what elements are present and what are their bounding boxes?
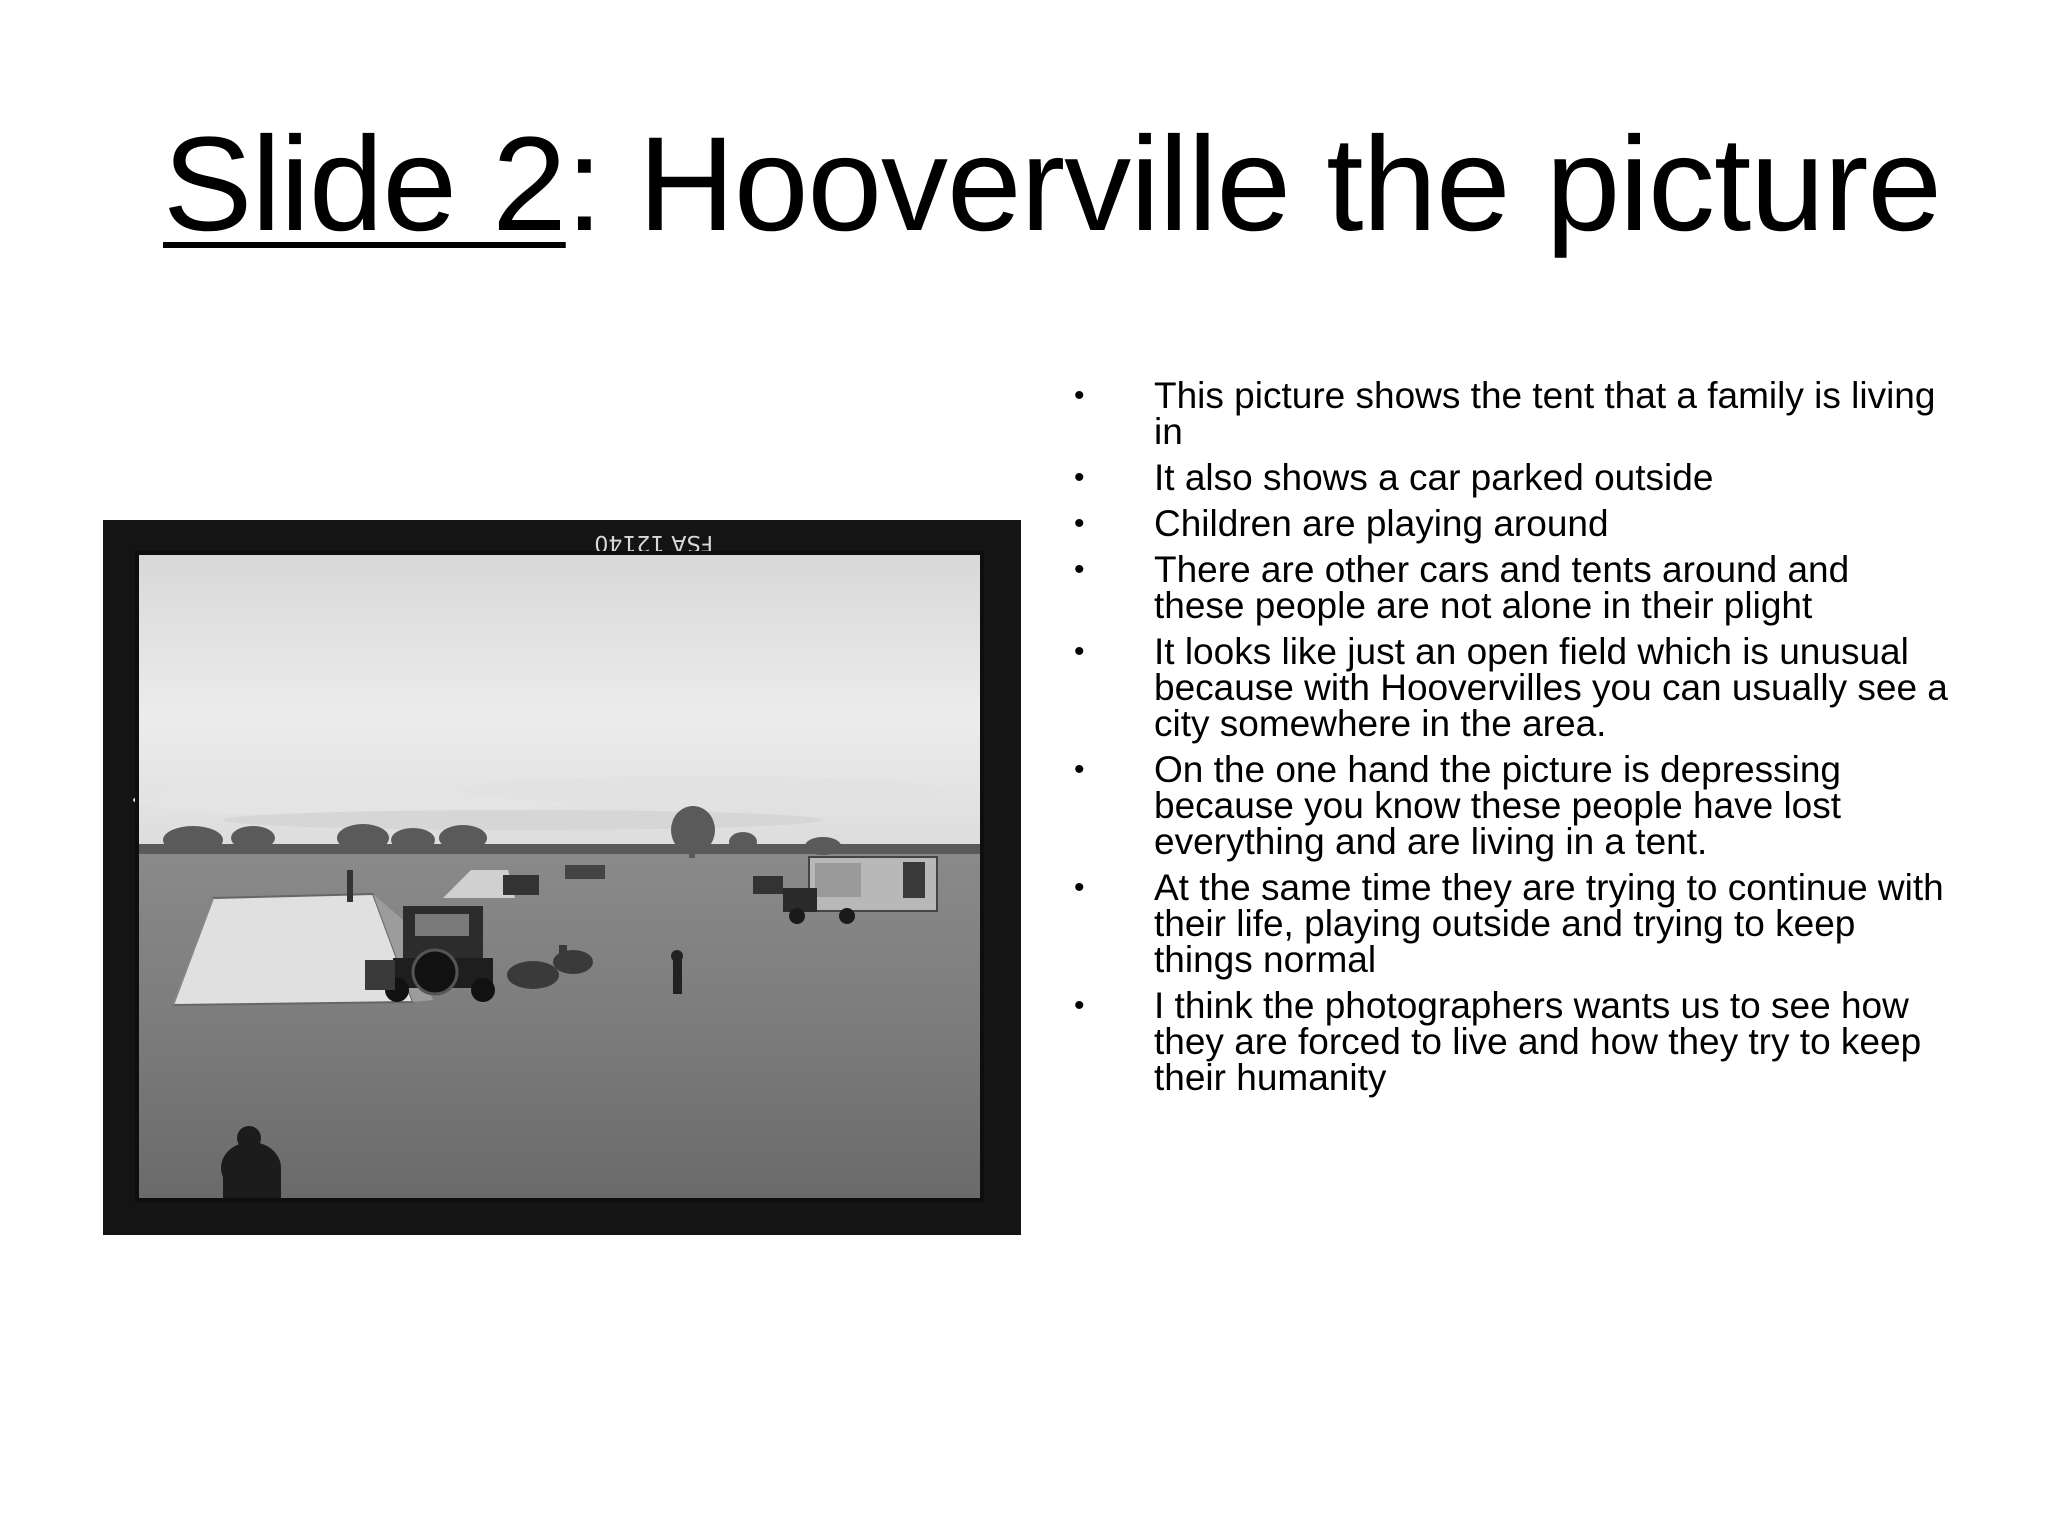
bullet-item: • On the one hand the picture is depressing because you know these people have lost everything and are living in a tent.: [1068, 752, 1948, 860]
slide-title: [163, 110, 1941, 259]
bullet-item: • It also shows a car parked outside: [1068, 460, 1948, 496]
photo-illustration: [103, 520, 1021, 1235]
bullet-list: [1068, 375, 1948, 1106]
bullet-item: • At the same time they are trying to continue with their life, playing outside and trying to keep things normal: [1068, 870, 1948, 978]
hooverville-photograph: [103, 520, 1021, 1235]
bullet-item: • I think the photographers wants us to see how they are forced to live and how they try to keep their humanity: [1068, 988, 1948, 1096]
negative-marking: FSA 12140: [594, 530, 713, 555]
slide-number: Slide 2: [163, 110, 566, 259]
slide-title-text: : Hooverville the picture: [565, 110, 1941, 259]
bullet-item: • There are other cars and tents around and these people are not alone in their plight: [1068, 552, 1948, 624]
bullet-item: • Children are playing around: [1068, 506, 1948, 542]
bullet-item: • It looks like just an open field which is unusual because with Hoovervilles you can usually see a city somewhere in the area.: [1068, 634, 1948, 742]
bullet-item: • This picture shows the tent that a family is living in: [1068, 378, 1948, 450]
